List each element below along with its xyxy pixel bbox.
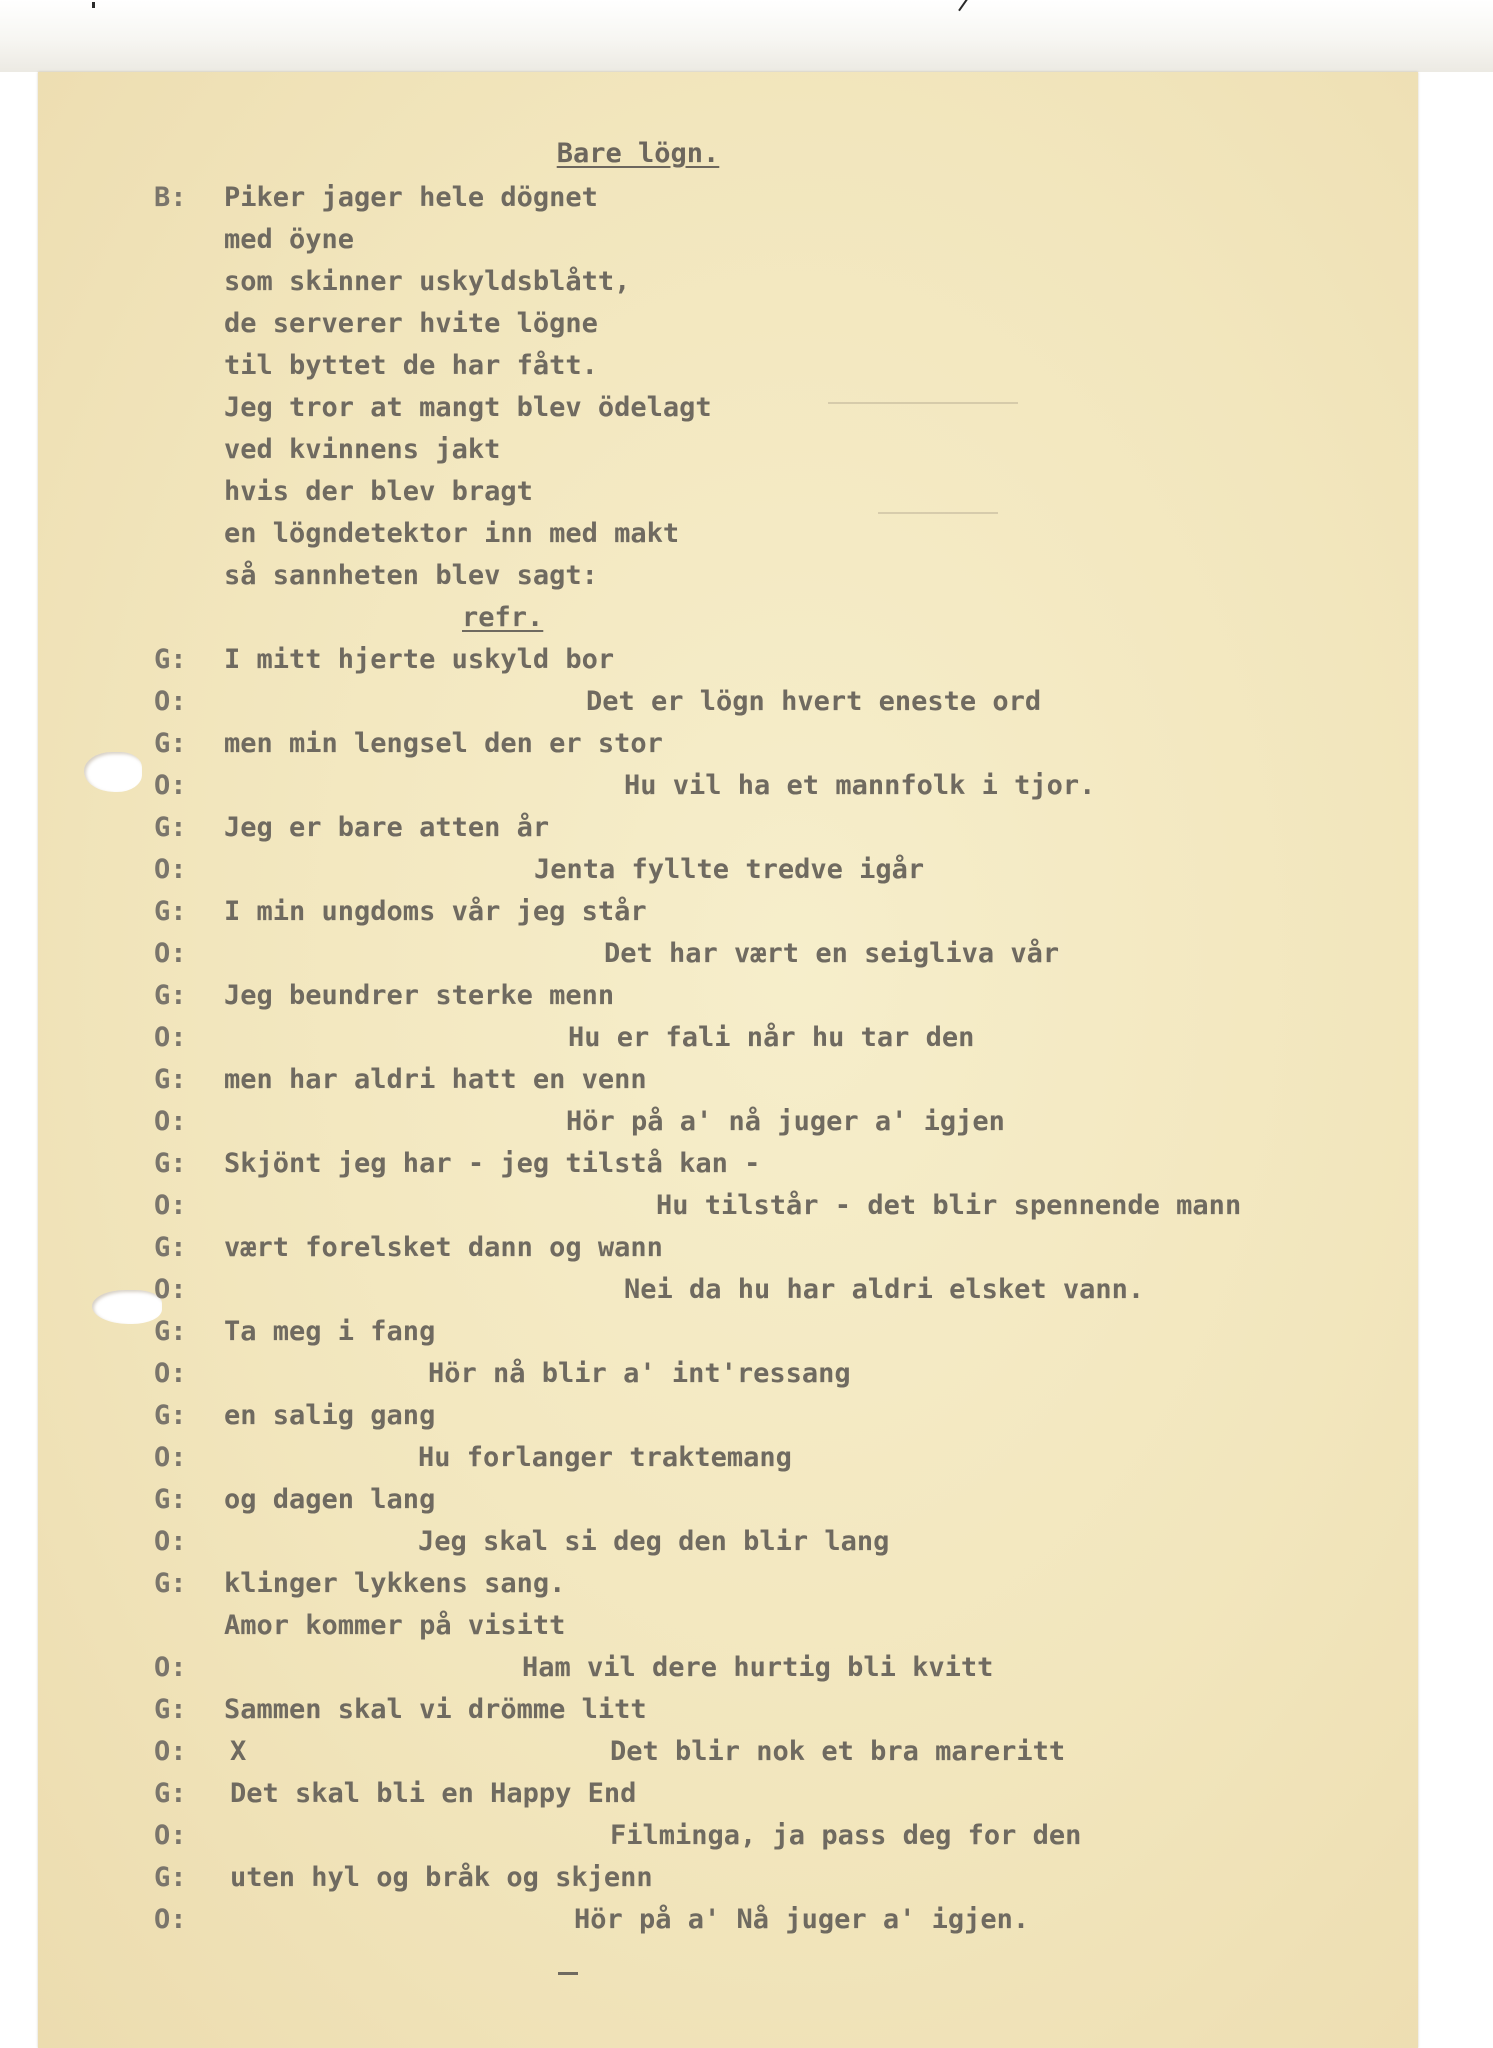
verse-line (38, 350, 1378, 384)
dialogue-line (38, 1526, 1378, 1560)
dialogue-line (38, 1610, 1378, 1644)
line-text: Jeg tror at mangt blev ödelagt (224, 392, 712, 423)
dialogue-line (38, 686, 1378, 720)
speaker-label: O: (154, 1106, 187, 1137)
line-text: uten hyl og bråk og skjenn (230, 1862, 653, 1893)
dialogue-line (38, 1442, 1378, 1476)
dialogue-line (38, 1148, 1378, 1182)
line-text: med öyne (224, 224, 355, 255)
dialogue-line (38, 644, 1378, 678)
dialogue-line (38, 770, 1378, 804)
speaker-label: O: (154, 938, 187, 969)
speaker-label: G: (154, 1232, 187, 1263)
speaker-label: O: (154, 1190, 187, 1221)
line-text: Hör nå blir a' int'ressang (428, 1358, 851, 1389)
line-text: Det skal bli en Happy End (230, 1778, 637, 1809)
speaker-label: O: (154, 686, 187, 717)
speaker-label: G: (154, 644, 187, 675)
speaker-label: G: (154, 1064, 187, 1095)
dialogue-line (38, 1274, 1378, 1308)
dialogue-line (38, 1820, 1378, 1854)
speaker-label: G: (154, 1694, 187, 1725)
speaker-label: O: (154, 1526, 187, 1557)
speaker-label: O: (154, 1442, 187, 1473)
line-text: X (230, 1736, 247, 1767)
scan-speck (92, 2, 95, 8)
speaker-label: G: (154, 896, 187, 927)
dialogue-line (38, 1736, 1378, 1770)
line-text: Hu forlanger traktemang (418, 1442, 792, 1473)
speaker-label: G: (154, 1148, 187, 1179)
line-text: en lögndetektor inn med makt (224, 518, 680, 549)
line-text: som skinner uskyldsblått, (224, 266, 631, 297)
verse-line (38, 266, 1378, 300)
line-text: men har aldri hatt en venn (224, 1064, 647, 1095)
line-text: Hu er fali når hu tar den (568, 1022, 975, 1053)
verse-line (38, 476, 1378, 510)
verse-line (38, 308, 1378, 342)
line-text: Filminga, ja pass deg for den (610, 1820, 1082, 1851)
line-text: men min lengsel den er stor (224, 728, 663, 759)
dialogue-line (38, 1484, 1378, 1518)
dialogue-line (38, 1568, 1378, 1602)
dialogue-line (38, 1862, 1378, 1896)
verse-line (38, 434, 1378, 468)
verse-line (38, 182, 1378, 216)
dialogue-line (38, 1190, 1378, 1224)
dialogue-line (38, 1232, 1378, 1266)
line-text: ved kvinnens jakt (224, 434, 501, 465)
dialogue-line (38, 1064, 1378, 1098)
line-text: I mitt hjerte uskyld bor (224, 644, 615, 675)
line-text: Det har vært en seigliva vår (604, 938, 1060, 969)
dialogue-line (38, 854, 1378, 888)
end-dash (558, 1972, 578, 1975)
speaker-label: O: (154, 1022, 187, 1053)
line-text-right: Det blir nok et bra mareritt (610, 1736, 1066, 1767)
line-text: hvis der blev bragt (224, 476, 533, 507)
dialogue-line (38, 1904, 1378, 1938)
line-text: Ham vil dere hurtig bli kvitt (522, 1652, 994, 1683)
refrain-label: refr. (462, 602, 544, 633)
line-text: og dagen lang (224, 1484, 436, 1515)
speaker-label: O: (154, 1652, 187, 1683)
speaker-label: B: (154, 182, 187, 213)
dialogue-line (38, 1022, 1378, 1056)
line-text: Nei da hu har aldri elsket vann. (624, 1274, 1145, 1305)
dialogue-line (38, 1400, 1378, 1434)
dialogue-line (38, 980, 1378, 1014)
dialogue-line (38, 728, 1378, 762)
speaker-label: G: (154, 1778, 187, 1809)
speaker-label: O: (154, 1736, 187, 1767)
line-text: Jeg beundrer sterke menn (224, 980, 615, 1011)
line-text: Det er lögn hvert eneste ord (586, 686, 1042, 717)
line-text: vært forelsket dann og wann (224, 1232, 663, 1263)
line-text: Amor kommer på visitt (224, 1610, 566, 1641)
speaker-label: O: (154, 1820, 187, 1851)
line-text: Ta meg i fang (224, 1316, 436, 1347)
dialogue-line (38, 938, 1378, 972)
line-text: til byttet de har fått. (224, 350, 598, 381)
dialogue-line (38, 1106, 1378, 1140)
line-text: de serverer hvite lögne (224, 308, 598, 339)
line-text: Jenta fyllte tredve igår (534, 854, 925, 885)
bleed-through-mark (878, 512, 998, 514)
line-text: I min ungdoms vår jeg står (224, 896, 647, 927)
speaker-label: G: (154, 812, 187, 843)
line-text: Sammen skal vi drömme litt (224, 1694, 647, 1725)
scan-top-edge (0, 0, 1493, 72)
line-text: Hu tilstår - det blir spennende mann (656, 1190, 1242, 1221)
speaker-label: O: (154, 1274, 187, 1305)
typewritten-sheet (38, 72, 1418, 2048)
dialogue-line (38, 1316, 1378, 1350)
line-text: så sannheten blev sagt: (224, 560, 598, 591)
dialogue-line (38, 812, 1378, 846)
speaker-label: O: (154, 854, 187, 885)
verse-line (38, 518, 1378, 552)
scan-speck (958, 0, 968, 11)
line-text: Piker jager hele dögnet (224, 182, 598, 213)
song-title: Bare lögn. (556, 138, 720, 169)
dialogue-line (38, 1358, 1378, 1392)
line-text: Hu vil ha et mannfolk i tjor. (624, 770, 1096, 801)
line-text: Jeg skal si deg den blir lang (418, 1526, 890, 1557)
speaker-label: O: (154, 1904, 187, 1935)
verse-line (38, 560, 1378, 594)
speaker-label: G: (154, 728, 187, 759)
verse-line (38, 224, 1378, 258)
speaker-label: G: (154, 1568, 187, 1599)
dialogue-line (38, 1652, 1378, 1686)
dialogue-line (38, 896, 1378, 930)
line-text: Hör på a' nå juger a' igjen (566, 1106, 1005, 1137)
speaker-label: G: (154, 1484, 187, 1515)
line-text: Jeg er bare atten år (224, 812, 550, 843)
dialogue-line (38, 1694, 1378, 1728)
line-text: Skjönt jeg har - jeg tilstå kan - (224, 1148, 761, 1179)
line-text: klinger lykkens sang. (224, 1568, 566, 1599)
speaker-label: O: (154, 770, 187, 801)
line-text: en salig gang (224, 1400, 436, 1431)
speaker-label: G: (154, 1316, 187, 1347)
verse-line (38, 392, 1378, 426)
speaker-label: G: (154, 1400, 187, 1431)
dialogue-line (38, 1778, 1378, 1812)
speaker-label: O: (154, 1358, 187, 1389)
line-text: Hör på a' Nå juger a' igjen. (574, 1904, 1030, 1935)
speaker-label: G: (154, 1862, 187, 1893)
speaker-label: G: (154, 980, 187, 1011)
